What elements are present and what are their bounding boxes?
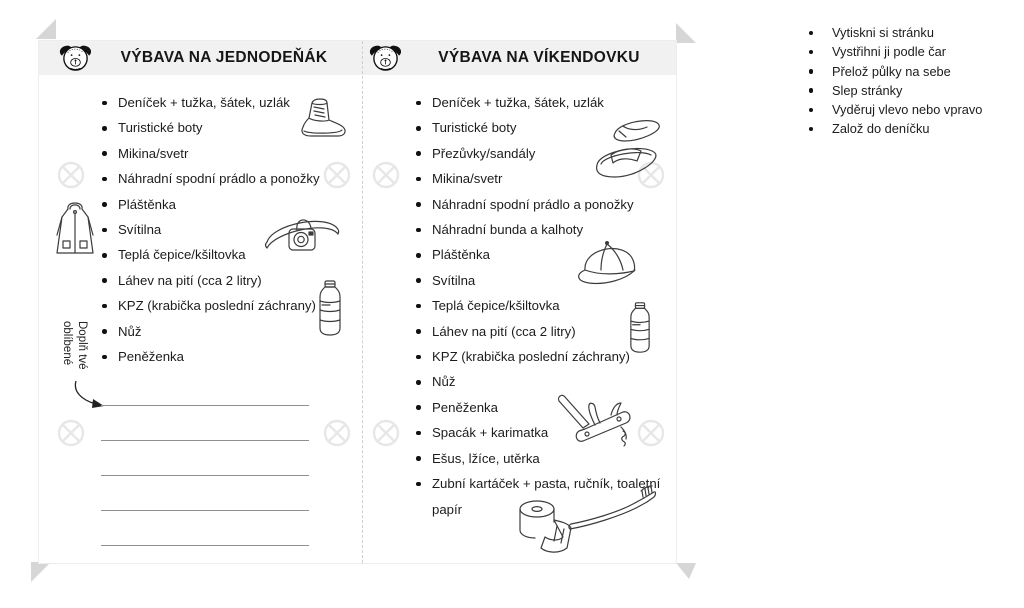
item-text: Teplá čepice/kšiltovka — [432, 298, 560, 314]
bullet-dot — [102, 101, 107, 106]
bullet-dot — [102, 151, 107, 156]
instruction-item — [804, 81, 982, 100]
bullet-dot — [416, 431, 421, 436]
instruction-text: Vystřihni ji podle čar — [832, 44, 947, 60]
blank-write-line — [101, 545, 309, 546]
toothbrush-icon — [566, 483, 658, 533]
blank-write-line — [101, 440, 309, 441]
panel-title: VÝBAVA NA VÍKENDOVKU — [438, 49, 640, 66]
item-text: Přezůvky/sandály — [432, 145, 536, 161]
item-text: Peněženka — [118, 349, 184, 365]
item-text: Náhradní bunda a kalhoty — [432, 222, 584, 238]
bullet-dot — [416, 151, 421, 156]
scout-dog-badge-icon — [57, 43, 94, 74]
item-text: Turistické boty — [432, 120, 517, 136]
fold-corner-mark-bottom-right — [675, 562, 697, 584]
list-item — [99, 166, 349, 191]
item-text: Ešus, lžíce, utěrka — [432, 450, 540, 466]
blank-write-line — [101, 405, 309, 406]
bullet-dot — [809, 127, 813, 131]
panel-title: VÝBAVA NA JEDNODEŇÁK — [120, 49, 328, 66]
instruction-text: Založ do deníčku — [832, 121, 930, 137]
item-text: Mikina/svetr — [432, 171, 503, 187]
bullet-dot — [102, 202, 107, 207]
headlamp-icon — [263, 208, 341, 264]
item-text: Láhev na pití (cca 2 litry) — [118, 272, 262, 288]
item-text: Náhradní spodní prádlo a ponožky — [432, 196, 634, 212]
worksheet-sheet — [38, 40, 677, 564]
bullet-dot — [416, 482, 421, 487]
bullet-dot — [416, 456, 421, 461]
bullet-dot — [102, 278, 107, 283]
side-note-line: oblíbené — [61, 321, 73, 366]
bullet-dot — [809, 69, 813, 73]
item-text: KPZ (krabička poslední záchrany) — [118, 298, 316, 314]
instruction-item — [804, 119, 982, 138]
item-text: Nůž — [118, 323, 142, 339]
item-text: Spacák + karimatka — [432, 425, 549, 441]
bullet-dot — [416, 126, 421, 131]
instruction-item — [804, 42, 982, 61]
instruction-item — [804, 62, 982, 81]
bullet-dot — [809, 50, 813, 54]
hiking-boot-icon — [294, 91, 349, 139]
sandals-icon — [567, 113, 665, 189]
bullet-dot — [416, 101, 421, 106]
bullet-dot — [102, 177, 107, 182]
item-text: Teplá čepice/kšiltovka — [118, 247, 246, 263]
bullet-dot — [809, 31, 813, 35]
bullet-dot — [102, 304, 107, 309]
item-text: Nůž — [432, 374, 456, 390]
instruction-text: Vyděruj vlevo nebo vpravo — [832, 102, 983, 118]
item-text: Pláštěnka — [118, 196, 176, 212]
baseball-cap-icon — [573, 236, 645, 294]
item-text: Turistické boty — [118, 120, 203, 136]
fold-corner-mark-bottom-left — [30, 561, 52, 583]
bullet-dot — [416, 177, 421, 182]
blank-write-line — [101, 510, 309, 511]
item-text: Deníček + tužka, šátek, uzlák — [432, 95, 604, 110]
water-bottle-icon — [310, 279, 350, 337]
list-item — [413, 90, 665, 115]
list-item — [99, 344, 349, 369]
fold-corner-mark-top-left — [35, 18, 57, 40]
bullet-dot — [416, 228, 421, 233]
panel-day-trip — [39, 41, 363, 563]
fold-corner-mark-top-right — [675, 22, 697, 44]
blank-write-line — [101, 475, 309, 476]
item-text: Láhev na pití (cca 2 litry) — [432, 323, 576, 339]
item-text: KPZ (krabička poslední záchrany) — [432, 349, 630, 365]
assembly-instructions-list — [804, 23, 982, 139]
bullet-dot — [416, 278, 421, 283]
list-item — [99, 141, 349, 166]
instruction-item — [804, 100, 982, 119]
item-text: Svítilna — [118, 222, 162, 238]
pocket-knife-icon — [549, 381, 641, 459]
item-text: Pláštěnka — [432, 247, 490, 263]
bullet-dot — [102, 126, 107, 131]
instruction-text: Slep stránky — [832, 82, 903, 98]
bullet-dot — [416, 253, 421, 258]
water-bottle-icon — [623, 301, 657, 354]
list-item — [413, 192, 665, 217]
instruction-text: Vytiskni si stránku — [832, 25, 934, 40]
item-text: Svítilna — [432, 272, 476, 288]
instruction-text: Přelož půlky na sebe — [832, 63, 951, 79]
bullet-dot — [416, 380, 421, 385]
raincoat-icon — [54, 197, 96, 265]
scout-dog-badge-icon — [367, 43, 404, 74]
side-note-line: Doplň tvé — [76, 321, 88, 370]
bullet-dot — [102, 355, 107, 360]
item-text: Náhradní spodní prádlo a ponožky — [118, 171, 320, 187]
instruction-item — [804, 23, 982, 42]
item-text: Zubní kartáček + pasta, ručník, toaletní papír — [432, 476, 661, 517]
bullet-dot — [416, 355, 421, 360]
item-text: Mikina/svetr — [118, 145, 189, 161]
bullet-dot — [102, 228, 107, 233]
bullet-dot — [416, 202, 421, 207]
bullet-dot — [102, 253, 107, 258]
bullet-dot — [102, 329, 107, 334]
item-text: Peněženka — [432, 399, 498, 415]
item-text: Deníček + tužka, šátek, uzlák — [118, 95, 290, 110]
bullet-dot — [809, 108, 813, 112]
bullet-dot — [416, 405, 421, 410]
bullet-dot — [809, 88, 813, 92]
panel-weekend-trip — [363, 41, 676, 563]
bullet-dot — [416, 329, 421, 334]
bullet-dot — [416, 304, 421, 309]
